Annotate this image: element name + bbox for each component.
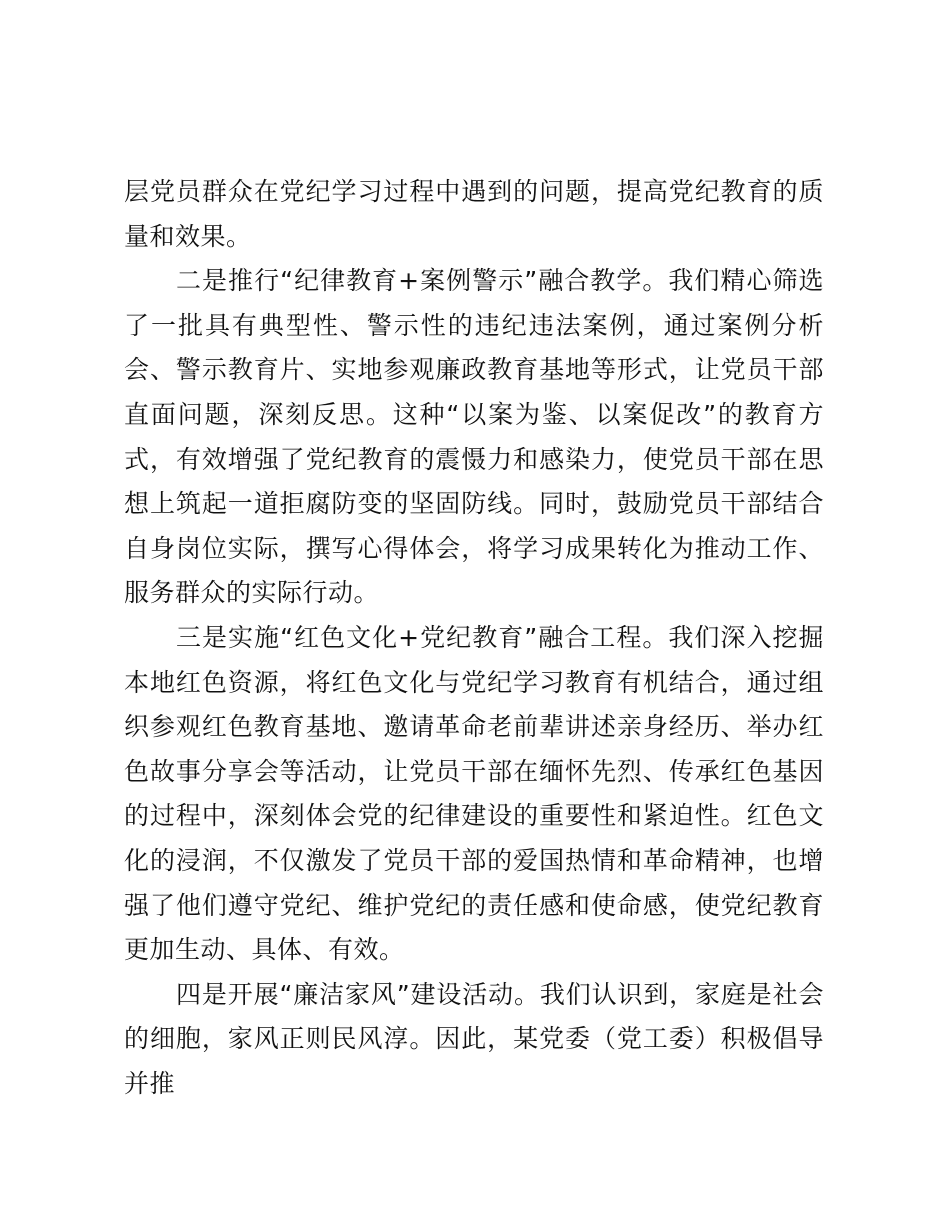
paragraph-red-culture: 三是实施“红色文化+党纪教育”融合工程。我们深入挖掘本地红色资源，将红色文化与党纪学习教育有机结合，通过组织参观红色教育基地、邀请革命老前辈讲述亲身经历、举办红色故事分享会等活动，让党员干部在缅怀先烈、传承红色基因的过程中，深刻体会党的纪律建设的重要性和紧迫性。红色文化的浸润，不仅激发了党员干部的爱国热情和革命精神，也增强了他们遵守党纪、维护党纪的责任感和使命感，使党纪教育更加生动、具体、有效。 <box>124 622 824 965</box>
paragraph-continuation: 层党员群众在党纪学习过程中遇到的问题，提高党纪教育的质量和效果。 <box>124 177 824 251</box>
paragraph-clean-family-style: 四是开展“廉洁家风”建设活动。我们认识到，家庭是社会的细胞，家风正则民风淳。因此，某党委（党工委）积极倡导并推 <box>124 979 824 1098</box>
body-text <box>124 170 824 1106</box>
paragraph-discipline-education: 二是推行“纪律教育+案例警示”融合教学。我们精心筛选了一批具有典型性、警示性的违纪违法案例，通过案例分析会、警示教育片、实地参观廉政教育基地等形式，让党员干部直面问题，深刻反思。这种“以案为鉴、以案促改”的教育方式，有效增强了党纪教育的震慑力和感染力，使党员干部在思想上筑起一道拒腐防变的坚固防线。同时，鼓励党员干部结合自身岗位实际，撰写心得体会，将学习成果转化为推动工作、服务群众的实际行动。 <box>124 266 824 608</box>
